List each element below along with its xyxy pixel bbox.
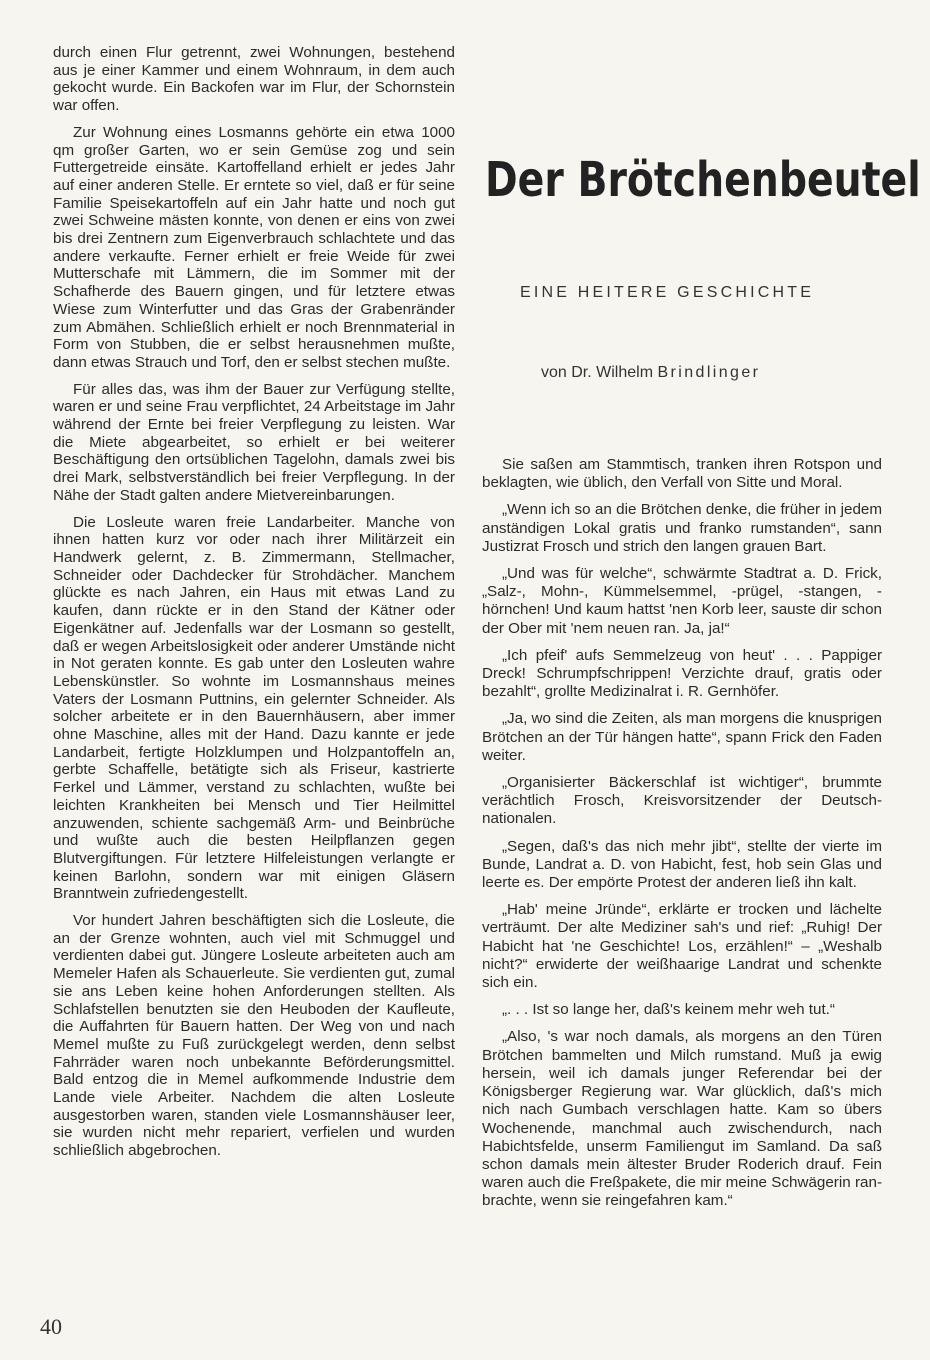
article-paragraph-1: Sie saßen am Stammtisch, tranken ihren Rotspon und beklagten, wie üblich, den Verfall von Sitte und Moral. — [482, 456, 882, 492]
left-paragraph-1: durch einen Flur getrennt, zwei Wohnungen, bestehend aus je einer Kammer und einem Wohnraum, in dem auch gekocht wurde. Ein Backofen war im Flur, der Schornstein war offen. — [53, 44, 455, 115]
article-body-column — [482, 456, 882, 1220]
article-paragraph-3: „Und was für welche“, schwärmte Stadtrat a. D. Frick, „Salz-, Mohn-, Kümmelsemmel, -prügel, -stangen, -hörnchen! Und kaum hattst 'nen Korb leer, sauste dir schon der Ober mit 'nem neuen ran. Ja, ja!“ — [482, 565, 882, 637]
article-paragraph-8: „Hab' meine Jründe“, erklärte er trocken und lächelte verträumt. Der alte Mediziner sah's und rief: „Ruhig! Der Habicht hat 'ne Geschichte! Los, erzählen!“ – „Weshalb nicht?“ erwiderte der weißhaarige Landrat und schenkte sich ein. — [482, 901, 882, 992]
left-paragraph-2: Zur Wohnung eines Losmanns gehörte ein etwa 1000 qm großer Garten, wo er sein Gemüse zog und sein Futtergetreide einsäte. Kartoffelland erhielt er jedes Jahr auf einer anderen Stelle. Er erntete so viel, daß er für seine Familie Speisekartoffeln auf ein Jahr hatte und noch gut zwei Schweine mästen konnte, von denen er eins von zwei bis drei Zentnern zum Eigenverbrauch schlachtete und das andere verkaufte. Ferner erhielt er freie Weide für zwei Mutterschafe mit Lämmern, die im Sommer mit der Schafherde des Bauern gingen, und für letztere etwas Wiese zum Winterfutter und das Gras der Grabenränder zum Abmähen. Schließlich erhielt er noch Brennmaterial in Form von Stubben, die er selbst herausnehmen mußte, dann etwas Strauch und Torf, den er selbst stechen mußte. — [53, 123, 455, 371]
article-paragraph-5: „Ja, wo sind die Zeiten, als man morgens die knusprigen Brötchen an der Tür hängen hatte“, spann Frick den Faden weiter. — [482, 710, 882, 764]
left-paragraph-4: Die Losleute waren freie Landarbeiter. Manche von ihnen hatten kurz vor oder nach ihrer Militärzeit ein Handwerk gelernt, z. B. Zimmermann, Stellmacher, Schneider oder Dachdecker für Strohdächer. Manchem glückte es nach Jahren, ein Haus mit etwas Land zu kaufen, dann rückte er in den Stand der Kätner oder Eigenkätner auf. Jedenfalls war der Losmann so gestellt, daß er wegen Arbeitslosigkeit oder anderer Umstände nicht in Not geraten konnte. Es gab unter den Losleuten wahre Lebenskünstler. So wohnte im Losmannshaus meines Vaters der Losmann Puttnins, ein gelernter Schneider. Als solcher arbeitete er in den Bauernhäusern, aber immer ohne Maschine, alles mit der Hand. Dazu kannte er jede Landarbeit, fertigte Holzklumpen und Holzpantoffeln an, gerbte Schaffelle, betätigte sich als Friseur, kastrierte Ferkel und Lämmer, verstand zu schlachten, wußte bei leichten Krankheiten bei Mensch und Tier Heilmittel anzuwenden, schiente sachgemäß Arm- und Beinbrüche und wußte auch die besten Heilpflanzen gegen Blutvergiftungen. Für letztere Hilfeleistungen verlangte er keinen Barlohn, sondern war mit einigen Gläsern Branntwein zufriedengestellt. — [53, 513, 455, 903]
author-surname: Brindlinger — [657, 364, 761, 381]
article-paragraph-9: „. . . Ist so lange her, daß's keinem mehr weh tut.“ — [502, 1001, 835, 1019]
article-subtitle: EINE HEITERE GESCHICHTE — [520, 284, 815, 301]
article-paragraph-2: „Wenn ich so an die Brötchen denke, die früher in jedem anständigen Lokal gratis und franko rumstanden“, sann Justizrat Frosch und strich den langen grauen Bart. — [482, 501, 882, 555]
author-prefix: von Dr. Wilhelm — [541, 364, 658, 381]
article-paragraph-10: „Also, 's war noch damals, als morgens an den Türen Brötchen bammelten und Milch rumstand. Muß ja ewig hersein, weil ich damals junger Referendar bei der Königsberger Regierung war. War glücklich, daß's mich nich nach Gumbach verschlagen hatte. Kam so übers Wochenende, manchmal auch zwischendurch, nach Habichtsfelde, unserm Familiengut im Samland. Da saß schon damals mein ältester Bruder Roderich drauf. Fein waren auch die Freßpakete, die mir meine Schwägerin ranbrachte, wenn sie reingefahren kam.“ — [482, 1028, 882, 1210]
article-author — [541, 364, 881, 382]
article-paragraph-4: „Ich pfeif' aufs Semmelzeug von heut' . . . Pappiger Dreck! Schrumpfschrippen! Verzichte drauf, gratis oder bezahlt“, grollte Medizinalrat i. R. Gernhöfer. — [482, 646, 882, 701]
article-paragraph-6: „Organisierter Bäckerschlaf ist wichtiger“, brummte verächtlich Frosch, Kreisvorsitzender der Deutschnationalen. — [482, 774, 882, 828]
left-paragraph-5: Vor hundert Jahren beschäftigten sich die Losleute, die an der Grenze wohnten, auch viel mit Schmuggel und verdienten dabei gut. Jüngere Losleute arbeiteten auch am Memeler Hafen als Schauerleute. Sie verdienten gut, zumal sie ans Leben keine hohen Anforderungen stellten. Als Schlafstellen benutzten sie den Heuboden der Kaufleute, die Auffahrten für Bauern hatten. Der Weg von und nach Memel mußte zu Fuß zurückgelegt werden, denn selbst Fahrräder waren noch unbekannte Beförderungsmittel. Bald entzog die in Memel aufkommende Industrie dem Lande viele Arbeiter. Nachdem die alten Losleute ausgestorben waren, standen viele Losmannshäuser leer, sie wurden nicht mehr repariert, verfielen und wurden schließlich abgebrochen. — [53, 912, 455, 1160]
left-text-column — [53, 44, 455, 1169]
page-number: 40 — [40, 1314, 62, 1339]
left-paragraph-3: Für alles das, was ihm der Bauer zur Verfügung stellte, waren er und seine Frau verpflichtet, 24 Arbeitstage im Jahr während der Ernte bei freier Verpflegung zu leisten. War die Miete abgearbeitet, so erhielt er bei weiterer Beschäftigung den ortsüblichen Tagelohn, damals zwei bis drei Mark, selbstverständlich bei freier Verpflegung. In der Nähe der Stadt galten andere Mietvereinbarungen. — [53, 380, 455, 504]
article-paragraph-7: „Segen, daß's das nich mehr jibt“, stellte der vierte im Bunde, Landrat a. D. von Habicht, fest, hob sein Glas und leerte es. Der empörte Protest der anderen ließ ihn kalt. — [482, 837, 882, 892]
article-title: Der Brötchenbeutel — [485, 152, 921, 208]
